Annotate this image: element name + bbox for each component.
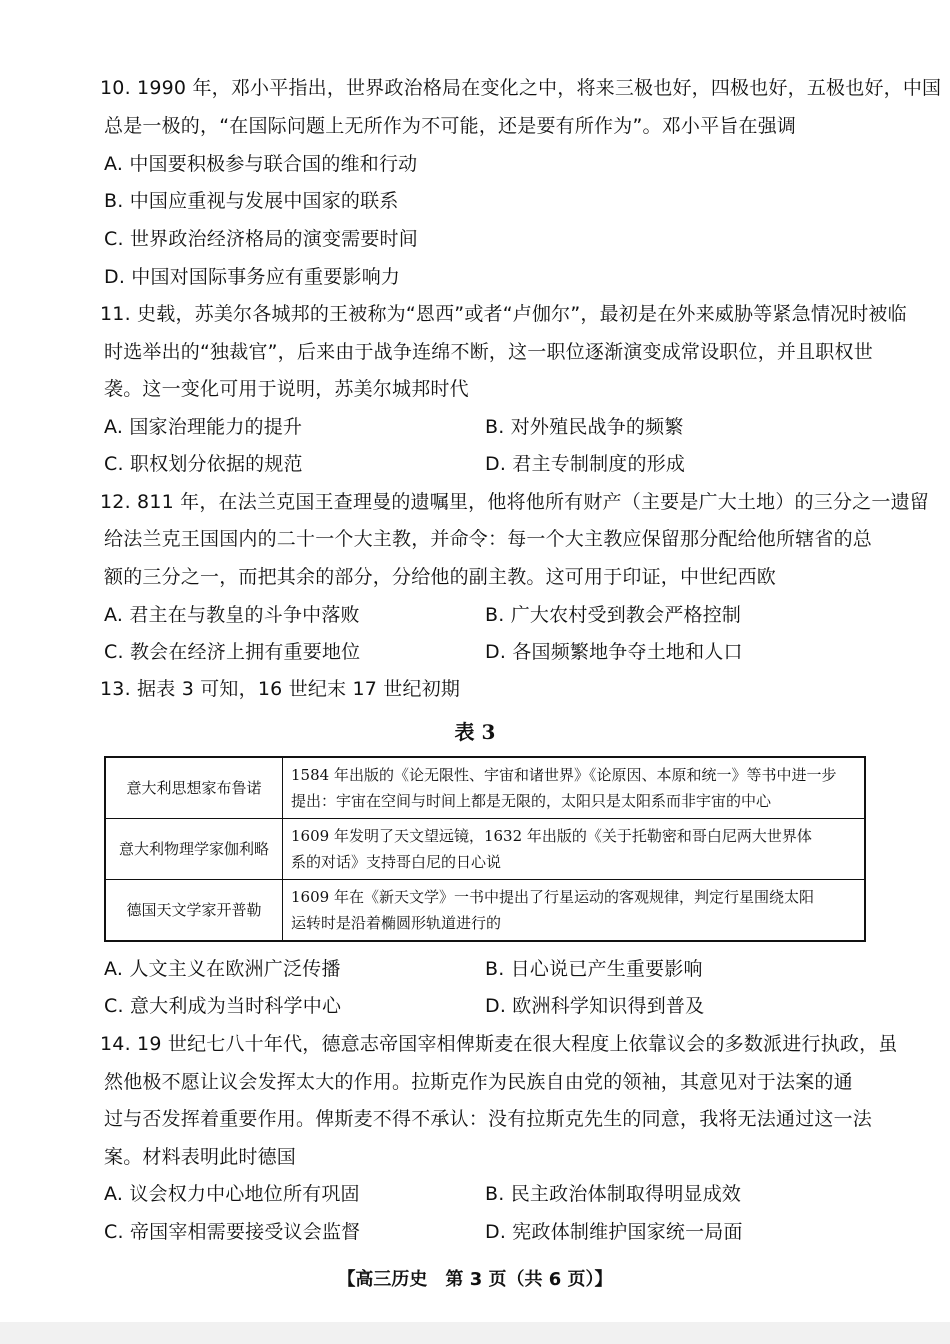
table-cell-person: 德国天文学家开普勒 — [105, 880, 283, 942]
table-cell-person: 意大利思想家布鲁诺 — [105, 757, 283, 819]
table-cell-line: 1609 年在《新天文学》一书中提出了行星运动的客观规律，判定行星围绕太阳 — [291, 888, 814, 906]
q10-option-c: C. 世界政治经济格局的演变需要时间 — [104, 228, 418, 250]
q11-stem-line-3: 袭。这一变化可用于说明，苏美尔城邦时代 — [104, 378, 469, 400]
q14-option-d: D. 宪政体制维护国家统一局面 — [485, 1221, 743, 1243]
q14-option-a: A. 议会权力中心地位所有巩固 — [104, 1183, 360, 1205]
table-cell-line: 提出：宇宙在空间与时间上都是无限的，太阳只是太阳系而非宇宙的中心 — [291, 792, 772, 810]
q11-option-b: B. 对外殖民战争的频繁 — [485, 416, 684, 438]
q12-option-a: A. 君主在与教皇的斗争中落败 — [104, 604, 360, 626]
scan-edge-divider — [0, 1322, 950, 1344]
q13-option-d: D. 欧洲科学知识得到普及 — [485, 995, 705, 1017]
table-cell-person: 意大利物理学家伽利略 — [105, 819, 283, 880]
table-cell-content — [283, 757, 866, 819]
table-cell-line: 1584 年出版的《论无限性、宇宙和诸世界》《论原因、本原和统一》等书中进一步 — [291, 766, 837, 784]
table-cell-line: 1609 年发明了天文望远镜，1632 年出版的《关于托勒密和哥白尼两大世界体 — [291, 827, 812, 845]
table-row — [105, 880, 865, 942]
table-3 — [104, 756, 866, 942]
q13-option-c: C. 意大利成为当时科学中心 — [104, 995, 342, 1017]
q14-stem-line-3: 过与否发挥着重要作用。俾斯麦不得不承认：没有拉斯克先生的同意，我将无法通过这一法 — [104, 1108, 873, 1130]
q14-stem-line-2: 然他极不愿让议会发挥太大的作用。拉斯克作为民族自由党的领袖，其意见对于法案的通 — [104, 1071, 853, 1093]
q13-stem-line-1: 13. 据表 3 可知，16 世纪末 17 世纪初期 — [100, 678, 461, 700]
q10-stem-line-1: 10. 1990 年，邓小平指出，世界政治格局在变化之中，将来三极也好，四极也好，五极也好，中国 — [100, 77, 942, 99]
q13-option-b: B. 日心说已产生重要影响 — [485, 958, 703, 980]
q13-option-a: A. 人文主义在欧洲广泛传播 — [104, 958, 341, 980]
table-cell-line: 系的对话》支持哥白尼的日心说 — [291, 853, 502, 871]
table-cell-line: 运转时是沿着椭圆形轨道进行的 — [291, 914, 502, 932]
q12-option-b: B. 广大农村受到教会严格控制 — [485, 604, 742, 626]
q11-option-c: C. 职权划分依据的规范 — [104, 453, 303, 475]
q10-option-b: B. 中国应重视与发展中国家的联系 — [104, 190, 399, 212]
q14-stem-line-1: 14. 19 世纪七八十年代，德意志帝国宰相俾斯麦在很大程度上依靠议会的多数派进行执政，虽 — [100, 1033, 898, 1055]
q12-stem-line-1: 12. 811 年，在法兰克国王查理曼的遗嘱里，他将他所有财产（主要是广大土地）的三分之一遗留 — [100, 491, 929, 513]
q11-option-a: A. 国家治理能力的提升 — [104, 416, 303, 438]
q12-stem-line-2: 给法兰克王国国内的二十一个大主教，并命令：每一个大主教应保留那分配给他所辖省的总 — [104, 528, 873, 550]
q10-option-d: D. 中国对国际事务应有重要影响力 — [104, 266, 401, 288]
q10-option-a: A. 中国要积极参与联合国的维和行动 — [104, 153, 418, 175]
table-cell-content — [283, 880, 866, 942]
table-row — [105, 757, 865, 819]
table-cell-content — [283, 819, 866, 880]
q14-option-b: B. 民主政治体制取得明显成效 — [485, 1183, 742, 1205]
q12-option-d: D. 各国频繁地争夺土地和人口 — [485, 641, 743, 663]
table-row — [105, 819, 865, 880]
table-3-caption: 表 3 — [454, 720, 496, 744]
page-footer: 【高三历史 第 3 页（共 6 页）】 — [337, 1269, 613, 1290]
q11-stem-line-1: 11. 史载，苏美尔各城邦的王被称为“恩西”或者“卢伽尔”，最初是在外来威胁等紧急情况时被临 — [100, 303, 907, 325]
q10-stem-line-2: 总是一极的，“在国际问题上无所作为不可能，还是要有所作为”。邓小平旨在强调 — [104, 115, 797, 137]
q11-option-d: D. 君主专制制度的形成 — [485, 453, 686, 475]
q12-stem-line-3: 额的三分之一，而把其余的部分，分给他的副主教。这可用于印证，中世纪西欧 — [104, 566, 777, 588]
q12-option-c: C. 教会在经济上拥有重要地位 — [104, 641, 361, 663]
q14-option-c: C. 帝国宰相需要接受议会监督 — [104, 1221, 361, 1243]
q14-stem-line-4: 案。材料表明此时德国 — [104, 1146, 297, 1168]
q11-stem-line-2: 时选举出的“独裁官”，后来由于战争连绵不断，这一职位逐渐演变成常设职位，并且职权世 — [104, 341, 873, 363]
